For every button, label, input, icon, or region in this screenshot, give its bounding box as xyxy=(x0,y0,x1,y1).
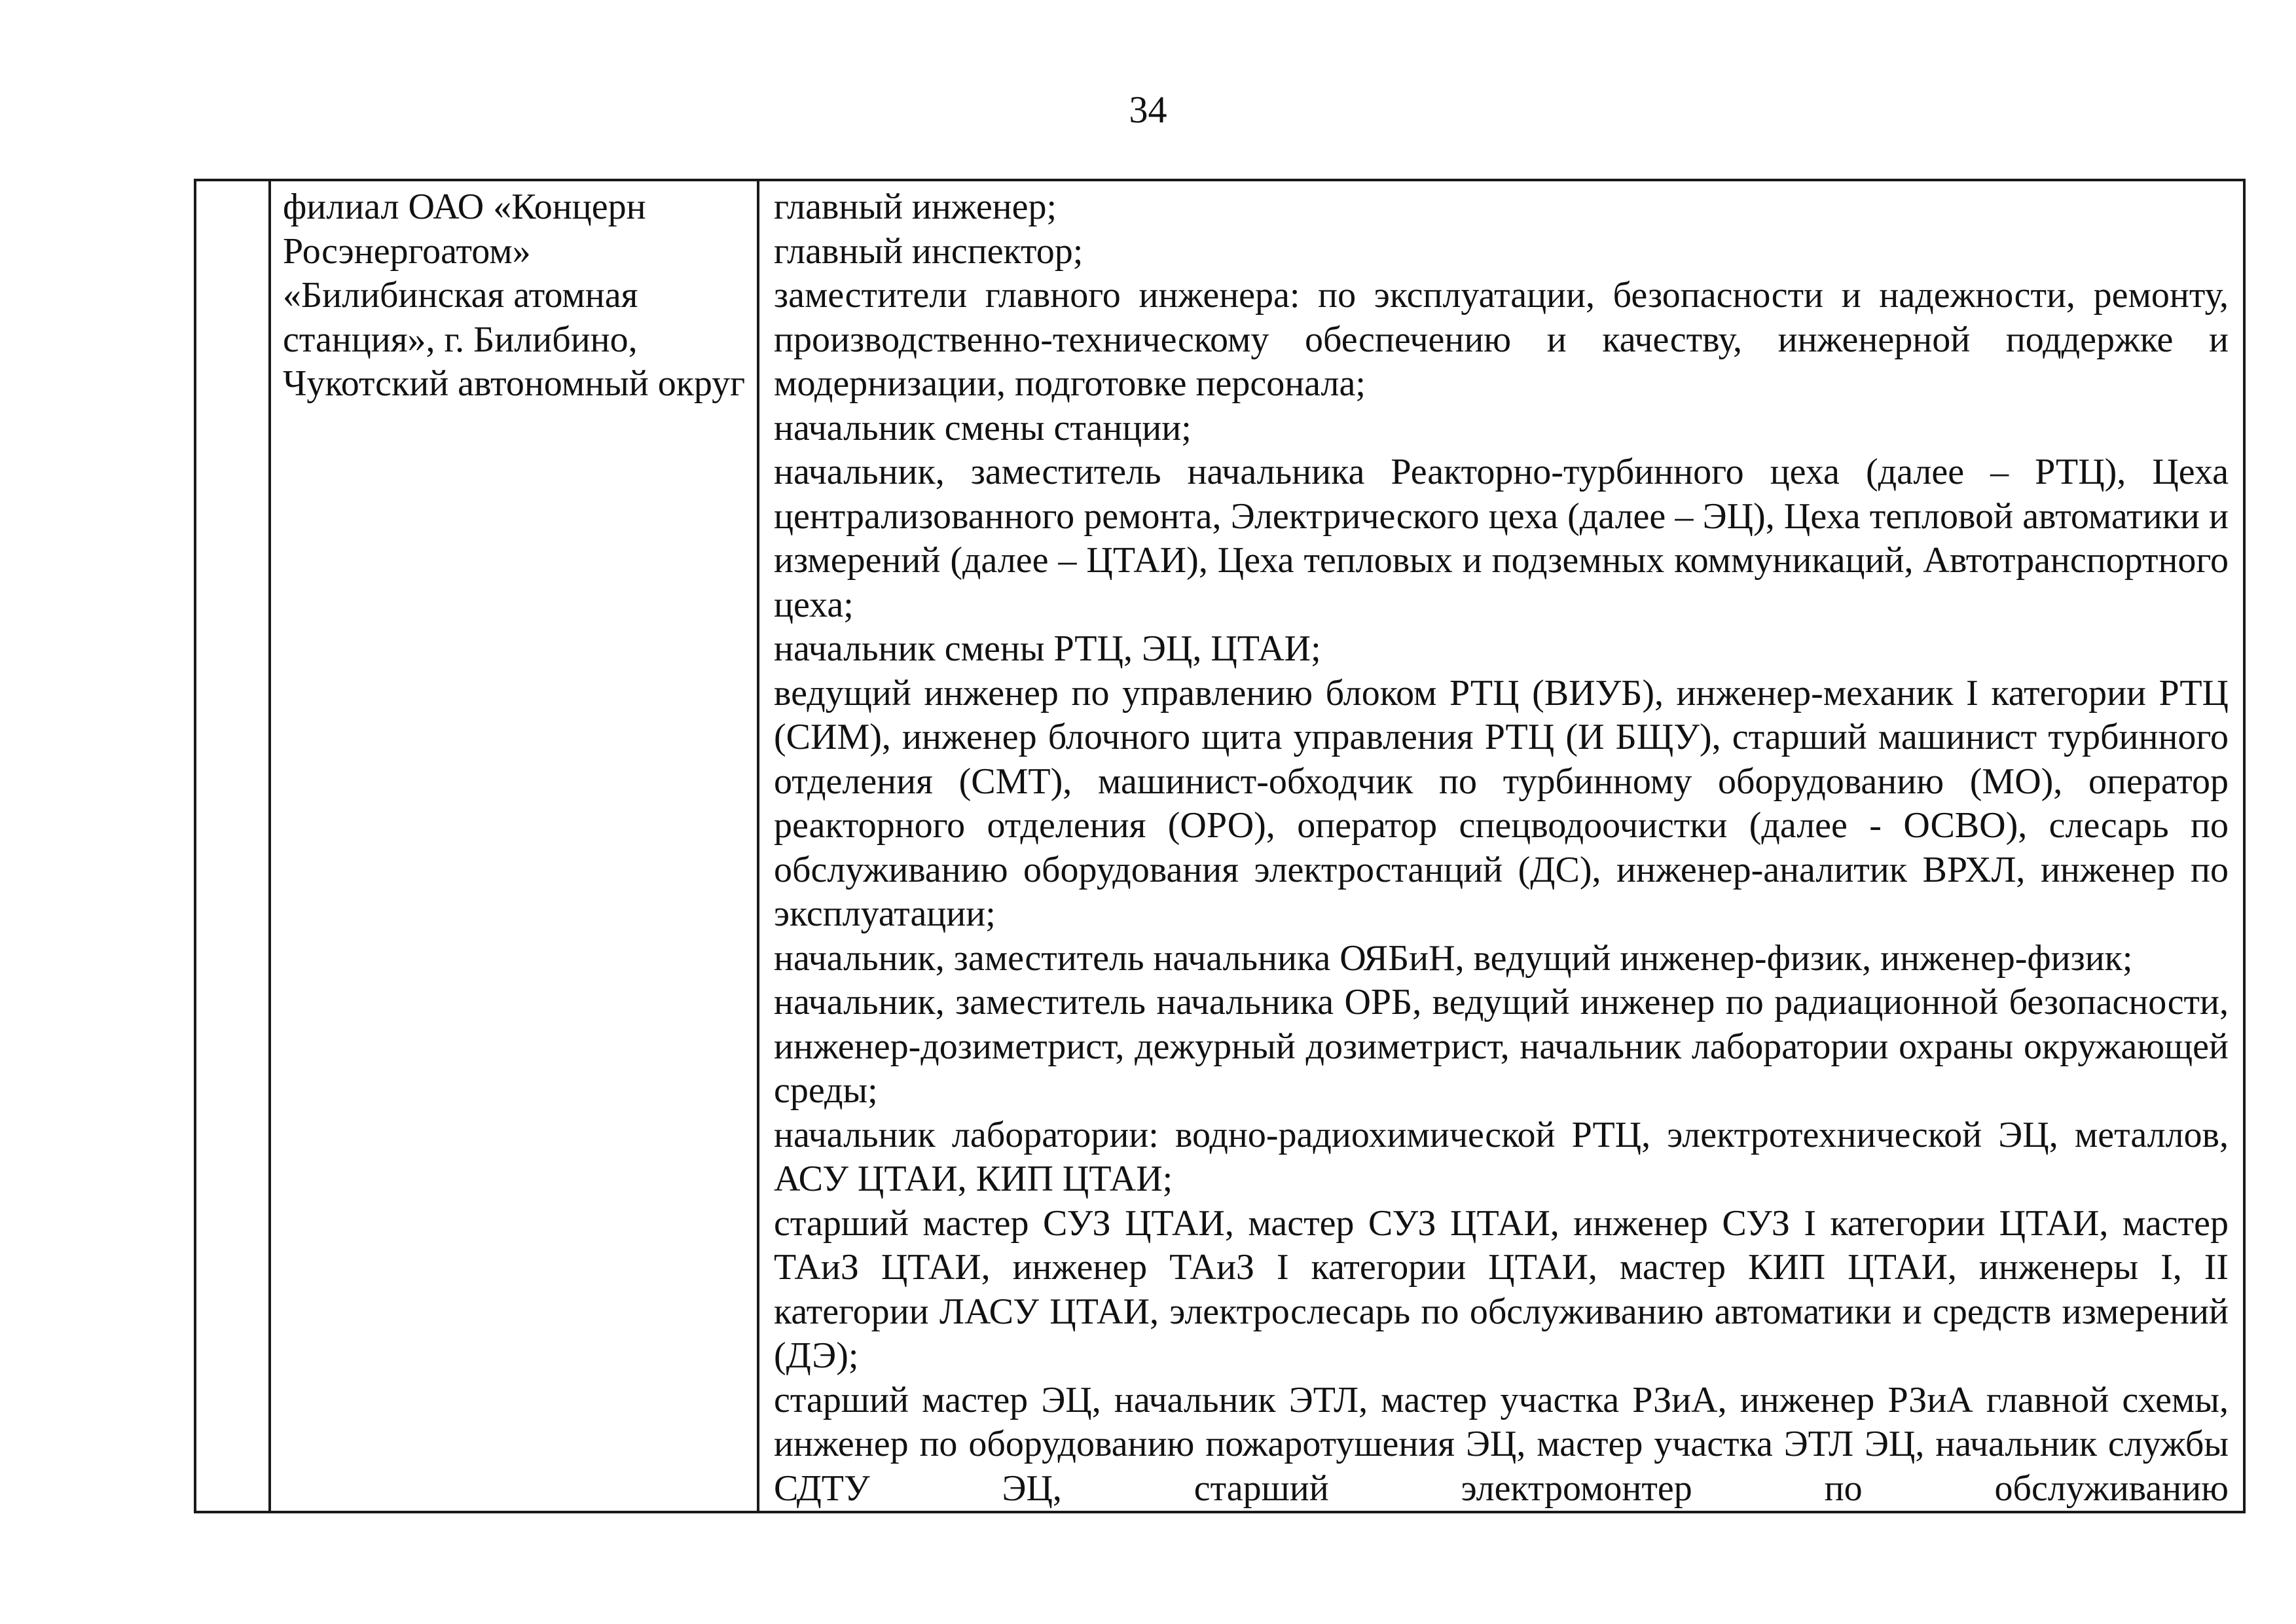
position-entry: заместители главного инженера: по эксплуатации, безопасности и надежности, ремонту, производственно-техническому обеспечению и качеству, инженерной поддержке и модернизации, подготовке персонала; xyxy=(774,275,2229,404)
position-entry: главный инженер; xyxy=(774,187,1057,227)
position-entry: начальник, заместитель начальника Реакторно-турбинного цеха (далее – РТЦ), Цеха централизованного ремонта, Электрического цеха (далее – ЭЦ), Цеха тепловой автоматики и измерений (далее – ЦТАИ), Цеха тепловых и подземных коммуникаций, Автотранспортного цеха; xyxy=(774,452,2229,625)
position-entry: главный инспектор; xyxy=(774,230,1084,272)
organization-cell xyxy=(270,180,758,1512)
row-number-cell xyxy=(195,180,270,1512)
position-entry: начальник смены станции; xyxy=(774,407,1192,448)
position-entry: начальник смены РТЦ, ЭЦ, ЦТАИ; xyxy=(774,628,1321,669)
position-entry: начальник, заместитель начальника ОРБ, ведущий инженер по радиационной безопасности, инженер-дозиметрист, дежурный дозиметрист, начальник лаборатории охраны окружающей среды; xyxy=(774,982,2229,1111)
position-entry: начальник, заместитель начальника ОЯБиН, ведущий инженер-физик, инженер-физик; xyxy=(774,937,2133,979)
position-entry: начальник лаборатории: водно-радиохимической РТЦ, электротехнической ЭЦ, металлов, АСУ ЦТАИ, КИП ЦТАИ; xyxy=(774,1114,2229,1199)
position-entry: ведущий инженер по управлению блоком РТЦ (ВИУБ), инженер-механик I категории РТЦ (СИМ), инженер блочного щита управления РТЦ (И БЩУ), старший машинист турбинного отделения (СМТ), машинист-обходчик по турбинному оборудованию (МО), оператор реакторного отделения (ОРО), оператор спецводоочистки (далее - ОСВО), слесарь по обслуживанию оборудования электростанций (ДС), инженер-аналитик ВРХЛ, инженер по эксплуатации; xyxy=(774,672,2229,934)
position-entry: старший мастер ЭЦ, начальник ЭТЛ, мастер участка РЗиА, инженер РЗиА главной схемы, инженер по оборудованию пожаротушения ЭЦ, мастер участка ЭТЛ ЭЦ, начальник службы СДТУ ЭЦ, старший электромонтер по обслуживанию xyxy=(774,1379,2229,1509)
page-number: 34 xyxy=(1129,88,1167,131)
organization-name: филиал ОАО «Концерн Росэнергоатом» «Билибинская атомная станция», г. Билибино, Чукотский автономный округ xyxy=(283,187,746,404)
table-row xyxy=(195,180,2244,1512)
positions-table xyxy=(194,179,2246,1513)
positions-cell xyxy=(758,180,2244,1512)
position-entry: старший мастер СУЗ ЦТАИ, мастер СУЗ ЦТАИ, инженер СУЗ I категории ЦТАИ, мастер ТАиЗ ЦТАИ, инженер ТАиЗ I категории ЦТАИ, мастер КИП ЦТАИ, инженеры I, II категории ЛАСУ ЦТАИ, электрослесарь по обслуживанию автоматики и средств измерений (ДЭ); xyxy=(774,1202,2229,1376)
